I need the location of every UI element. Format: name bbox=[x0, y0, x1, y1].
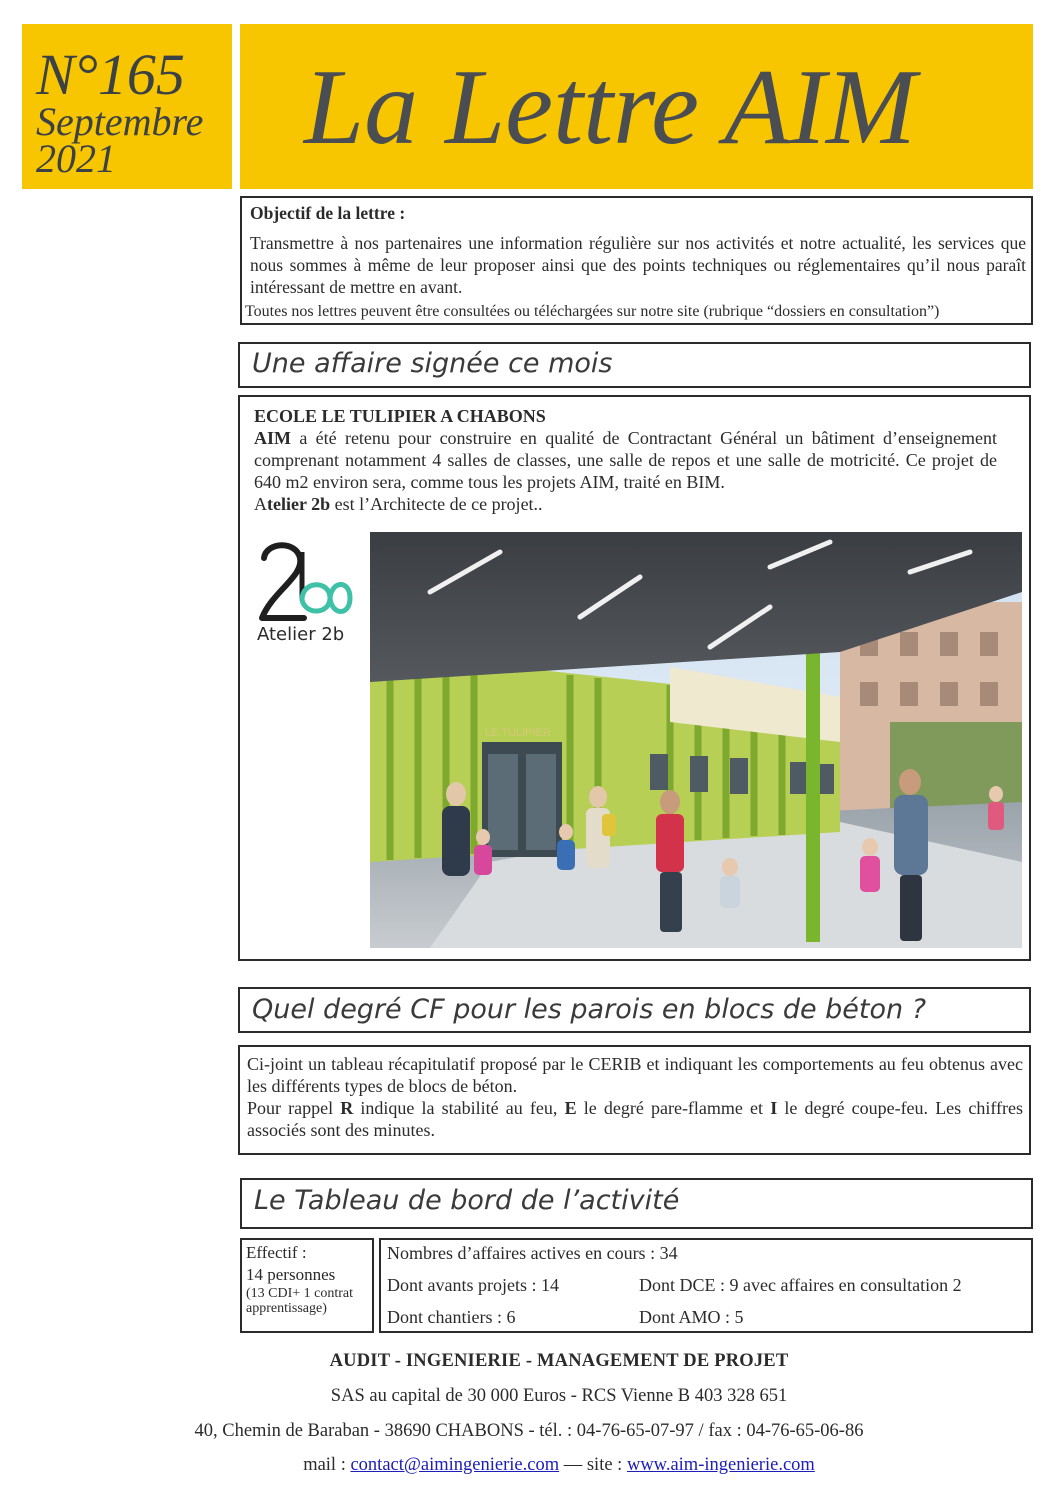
objective-box bbox=[240, 196, 1033, 325]
website-link[interactable]: www.aim-ingenierie.com bbox=[626, 1455, 815, 1475]
footer-company: SAS au capital de 30 000 Euros - RCS Vienne B 403 328 651 bbox=[330, 1386, 788, 1406]
activity-stats-box bbox=[379, 1238, 1033, 1333]
objective-note: Toutes nos lettres peuvent être consultées ou téléchargées sur notre site (rubrique “dossiers en consultation”) bbox=[245, 303, 940, 320]
atelier-2b-label: Atelier 2b bbox=[257, 624, 345, 645]
newsletter-title: La Lettre AIM bbox=[304, 48, 916, 167]
issue-year: 2021 bbox=[36, 136, 116, 181]
company-name: AIM bbox=[254, 428, 291, 448]
section-title-fire-rating: Quel degré CF pour les parois en blocs de béton ? bbox=[238, 987, 1031, 1033]
fire-rating-box bbox=[238, 1045, 1031, 1155]
atelier-2b-logo bbox=[252, 540, 360, 650]
footer-contact bbox=[0, 1453, 1058, 1477]
school-render-illustration bbox=[370, 532, 1022, 948]
atelier-2b-logo-mark bbox=[252, 540, 360, 626]
stat-amo: Dont AMO : 5 bbox=[639, 1307, 744, 1327]
footer-address: 40, Chemin de Baraban - 38690 CHABONS - tél. : 04-76-65-07-97 / fax : 04-76-65-06-86 bbox=[194, 1421, 864, 1441]
issue-box bbox=[22, 24, 232, 189]
section-title-affair: Une affaire signée ce mois bbox=[238, 342, 1031, 388]
letter-r: R bbox=[340, 1098, 354, 1118]
fire-para-2: Pour rappel R indique la stabilité au feu, E le degré pare-flamme et I le degré coupe-feu. Les chiffres associés sont des minutes. bbox=[247, 1098, 1023, 1140]
school-render-image bbox=[370, 532, 1022, 948]
issue-month: Septembre bbox=[36, 99, 204, 144]
project-description: a été retenu pour construire en qualité de Contractant Général un bâtiment d’enseignement comprenant notamment 4 salles de classes, une salle de repos et une salle de motricité. Ce projet de 640 m2 environ sera, comme tous les projets AIM, traité en BIM. bbox=[254, 428, 997, 492]
stat-sites: Dont chantiers : 6 bbox=[387, 1307, 516, 1327]
footer-tagline: AUDIT - INGENIERIE - MANAGEMENT DE PROJET bbox=[329, 1351, 789, 1371]
fire-para-1: Ci-joint un tableau récapitulatif proposé par le CERIB et indiquant les comportements au feu obtenus avec les différents types de blocs de béton. bbox=[247, 1054, 1023, 1096]
architect-name: telier 2b bbox=[267, 494, 331, 514]
affair-text bbox=[254, 405, 997, 515]
render-sign: LE TULIPIER bbox=[485, 727, 551, 739]
staff-count: 14 personnes bbox=[246, 1265, 336, 1284]
title-banner bbox=[240, 24, 1033, 189]
section-title-dashboard: Le Tableau de bord de l’activité bbox=[240, 1178, 1033, 1229]
stat-active: Nombres d’affaires actives en cours : 34 bbox=[387, 1243, 678, 1263]
mail-label: mail : bbox=[303, 1455, 351, 1475]
project-title: ECOLE LE TULIPIER A CHABONS bbox=[254, 406, 546, 426]
letter-i: I bbox=[770, 1098, 778, 1118]
staff-detail: (13 CDI+ 1 contrat apprentissage) bbox=[246, 1286, 354, 1316]
architect-suffix: est l’Architecte de ce projet.. bbox=[330, 494, 543, 514]
issue-number: N°165 bbox=[36, 42, 185, 107]
site-label: — site : bbox=[559, 1455, 627, 1475]
stat-dce: Dont DCE : 9 avec affaires en consultation 2 bbox=[639, 1275, 962, 1295]
email-link[interactable]: contact@aimingenierie.com bbox=[350, 1455, 560, 1475]
staff-label: Effectif : bbox=[246, 1243, 307, 1262]
objective-heading: Objectif de la lettre : bbox=[250, 203, 406, 223]
staff-box bbox=[240, 1238, 374, 1333]
objective-text: Transmettre à nos partenaires une information régulière sur nos activités et notre actualité, les services que nous sommes à même de leur proposer ainsi que des points techniques ou réglementaires qu’il nous paraît intéressant de mettre en avant. bbox=[250, 233, 1026, 297]
stat-pre-projects: Dont avants projets : 14 bbox=[387, 1275, 559, 1295]
architect-prefix: A bbox=[254, 494, 267, 514]
letter-e: E bbox=[564, 1098, 577, 1118]
